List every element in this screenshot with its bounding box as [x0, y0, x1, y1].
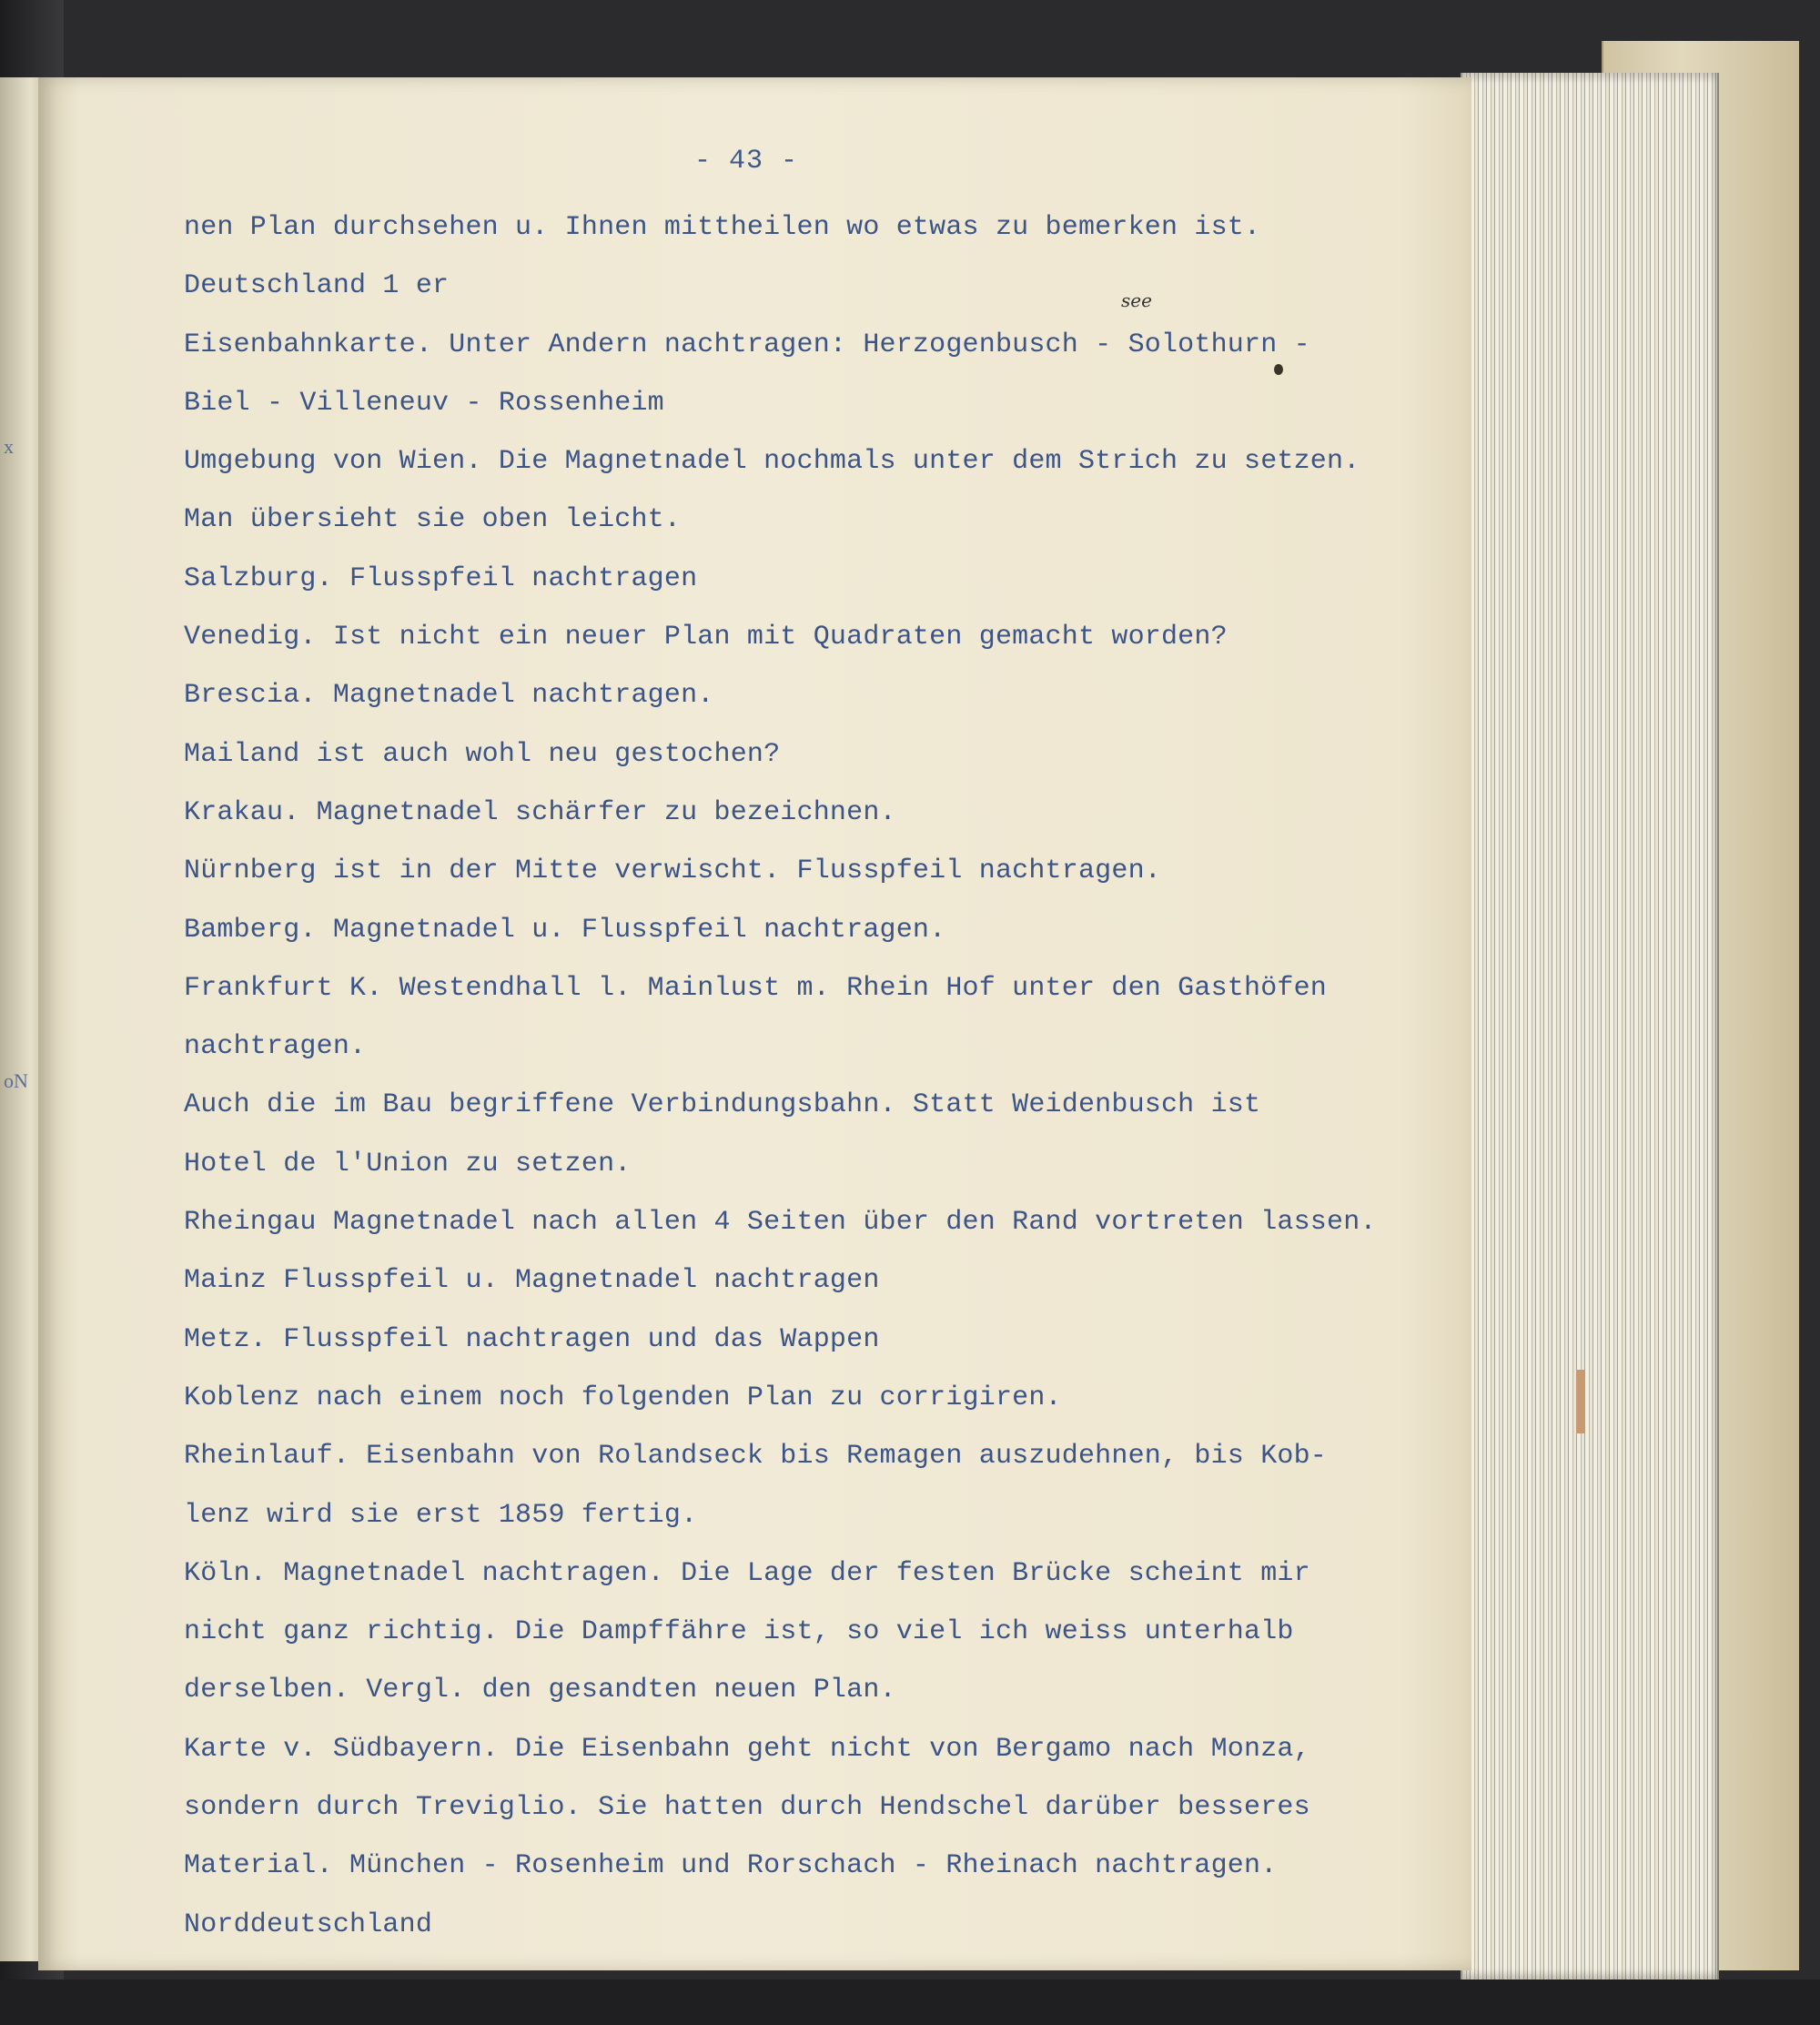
text-line: Metz. Flusspfeil nachtragen und das Wappen [184, 1323, 880, 1355]
text-line: Brescia. Magnetnadel nachtragen. [184, 680, 714, 712]
text-line: Mailand ist auch wohl neu gestochen? [184, 738, 781, 770]
text-line: Nürnberg ist in der Mitte verwischt. Flusspfeil nachtragen. [184, 856, 1161, 887]
handwritten-note: see [1121, 289, 1152, 311]
text-line: Venedig. Ist nicht ein neuer Plan mit Quadraten gemacht worden? [184, 622, 1228, 653]
page-number: - 43 - [693, 146, 799, 177]
bookmark-strip [1576, 1370, 1585, 1433]
text-line: Salzburg. Flusspfeil nachtragen [184, 562, 698, 594]
page-stack-edge [1461, 73, 1719, 1979]
text-line: lenz wird sie erst 1859 fertig. [184, 1499, 698, 1531]
text-line: Eisenbahnkarte. Unter Andern nachtragen: Herzogenbusch - Solothurn - [184, 329, 1310, 360]
text-line: nachtragen. [184, 1031, 367, 1063]
text-line: Hotel de l'Union zu setzen. [184, 1148, 632, 1180]
text-line: Karte v. Südbayern. Die Eisenbahn geht nicht von Bergamo nach Monza, [184, 1733, 1310, 1765]
table-surface [0, 1979, 1820, 2025]
text-line: Koblenz nach einem noch folgenden Plan zu corrigiren. [184, 1382, 1062, 1413]
text-line: Frankfurt K. Westendhall l. Mainlust m. Rhein Hof unter den Gasthöfen [184, 972, 1328, 1004]
text-line: Umgebung von Wien. Die Magnetnadel nochmals unter dem Strich zu setzen. [184, 446, 1360, 478]
text-line: Krakau. Magnetnadel schärfer zu bezeichnen. [184, 796, 896, 828]
text-line: Bamberg. Magnetnadel u. Flusspfeil nachtragen. [184, 914, 946, 946]
text-line: sondern durch Treviglio. Sie hatten durch Hendschel darüber besseres [184, 1792, 1310, 1824]
text-line: Norddeutschland [184, 1909, 433, 1940]
text-line: Mainz Flusspfeil u. Magnetnadel nachtragen [184, 1265, 880, 1297]
text-line: nen Plan durchsehen u. Ihnen mittheilen wo etwas zu bemerken ist. [184, 212, 1261, 243]
text-line: Köln. Magnetnadel nachtragen. Die Lage der festen Brücke scheint mir [184, 1557, 1310, 1589]
text-line: Biel - Villeneuv - Rossenheim [184, 387, 664, 419]
text-line: derselben. Vergl. den gesandten neuen Plan. [184, 1675, 896, 1706]
text-line: Material. München - Rosenheim und Rorschach - Rheinach nachtragen. [184, 1850, 1278, 1882]
ink-spot [1274, 364, 1283, 375]
text-line: nicht ganz richtig. Die Dampffähre ist, so viel ich weiss unterhalb [184, 1616, 1294, 1648]
text-line: Auch die im Bau begriffene Verbindungsbahn. Statt Weidenbusch ist [184, 1089, 1261, 1121]
text-line: Rheingau Magnetnadel nach allen 4 Seiten über den Rand vortreten lassen. [184, 1207, 1377, 1239]
typed-text-body [184, 198, 1440, 1954]
left-margin-mark: x [4, 435, 14, 458]
text-line: Rheinlauf. Eisenbahn von Rolandseck bis Remagen auszudehnen, bis Kob- [184, 1441, 1328, 1473]
text-line: Deutschland 1 er [184, 270, 450, 302]
left-margin-mark: oN [4, 1069, 28, 1092]
text-line: Man übersieht sie oben leicht. [184, 504, 682, 536]
